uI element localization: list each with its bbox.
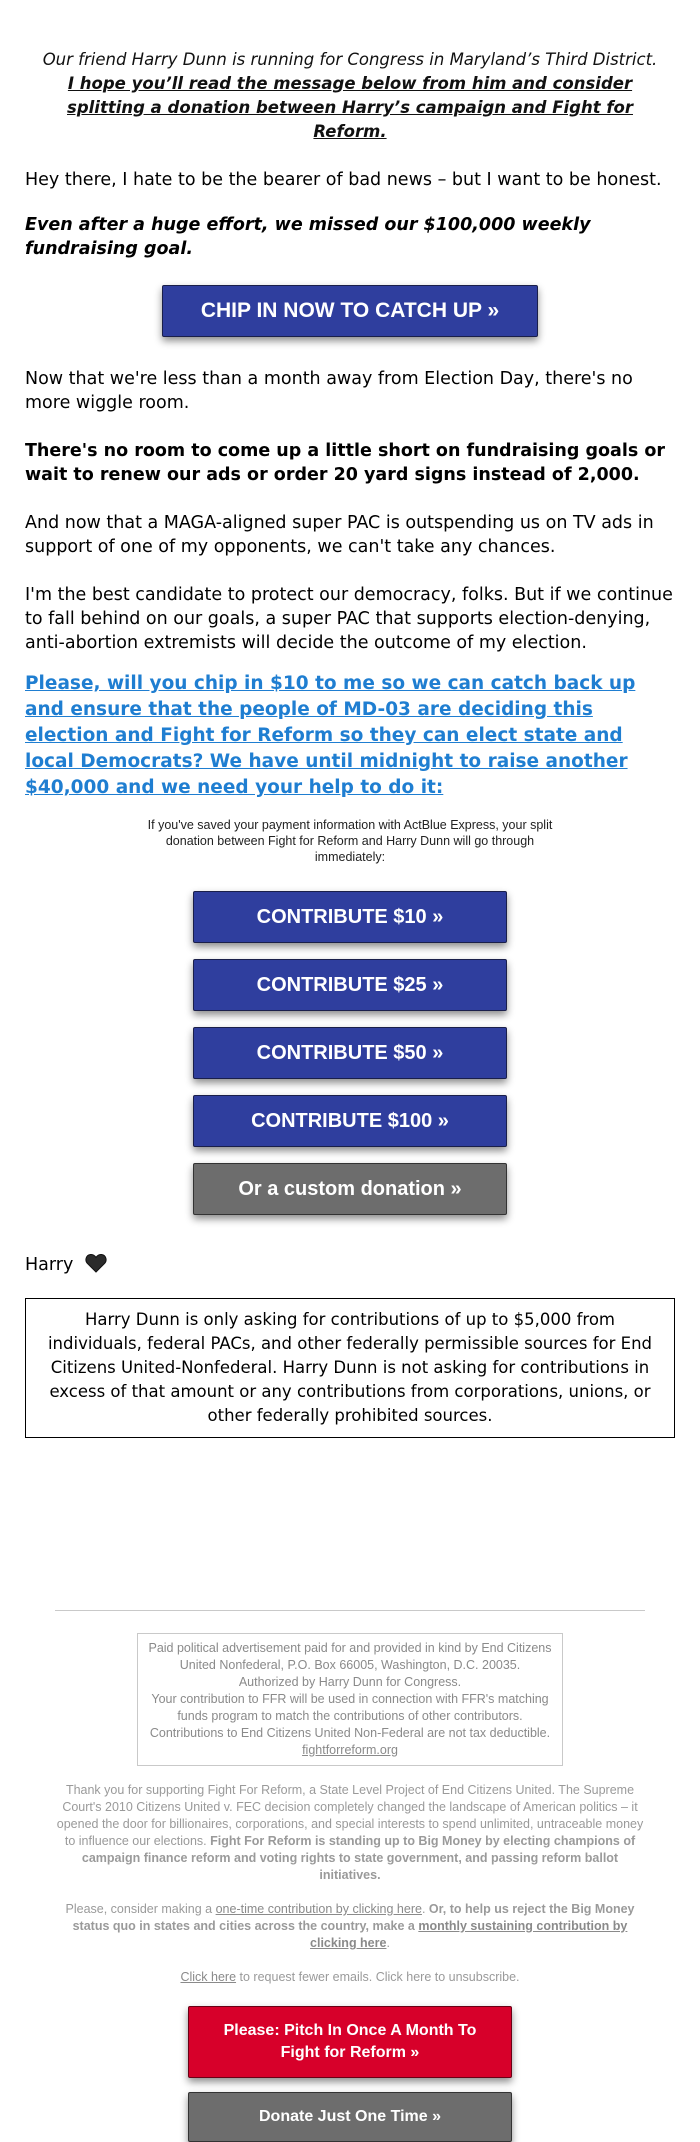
contribute-50-button[interactable]: CONTRIBUTE $50 »: [193, 1027, 507, 1079]
missed-goal-text: Even after a huge effort, we missed our $100,000 weekly fundraising goal.: [25, 215, 591, 259]
website-link[interactable]: fightforreform.org: [302, 1743, 398, 1757]
one-time-donate-button[interactable]: Donate Just One Time »: [188, 2092, 512, 2142]
mission-text: Fight For Reform is standing up to Big Money by electing champions of campaign finance reform and voting rights to state government, and passing reform ballot initiatives.: [81, 1834, 636, 1882]
consider-text: Please, consider making a: [65, 1902, 213, 1916]
tax-line: Contributions to End Citizens United Non-Federal are not tax deductible.: [149, 1726, 551, 1740]
super-pac-text: And now that a MAGA-aligned super PAC is outspending us on TV ads in support of one of my opponents, we can't take any chances.: [25, 513, 654, 557]
intro-link[interactable]: I hope you’ll read the message below from him and consider splitting a donation between Harry’s campaign and Fight for Reform.: [67, 74, 633, 141]
unsubscribe-text: to request fewer emails. Click here to unsubscribe.: [239, 1970, 520, 1984]
paid-for-box: [137, 1633, 563, 1766]
contribute-10-button[interactable]: CONTRIBUTE $10 »: [193, 891, 507, 943]
authorized-line: Authorized by Harry Dunn for Congress.: [238, 1675, 462, 1689]
contribution-disclaimer-box: Harry Dunn is only asking for contributions of up to $5,000 from individuals, federal PACs, and other federally permissible sources for End Citizens United-Nonfederal. Harry Dunn is not asking for contributions in excess of that amount or any contributions from corporations, unions, or other federally prohibited sources.: [25, 1298, 675, 1438]
email-preferences: [55, 1969, 645, 1986]
intro-lead: Our friend Harry Dunn is running for Congress in Maryland’s Third District.: [42, 50, 658, 69]
greeting-text: Hey there, I hate to be the bearer of bad news – but I want to be honest.: [25, 170, 662, 190]
contribution-options-paragraph: Please, consider making a one-time contribution by clicking here. Or, to help us reject the Big Money status quo in states and cities across the country, make a monthly sustaining contribution by clicking here.: [65, 1902, 635, 1950]
email-body: [25, 0, 675, 2142]
fewer-emails-link[interactable]: Click here: [180, 1970, 237, 1984]
donate-ask-link[interactable]: Please, will you chip in $10 to me so we can catch back up and ensure that the people of MD-03 are deciding this election and Fight for Reform so they can elect state and local Democrats? We have until midnight to raise another $40,000 and we need your help to do it:: [25, 673, 636, 798]
no-room-text: There's no room to come up a little short on fundraising goals or wait to renew our ads or order 20 yard signs instead of 2,000.: [25, 441, 666, 485]
election-day-text: Now that we're less than a month away from Election Day, there's no more wiggle room.: [25, 369, 633, 413]
signature-name: Harry: [25, 1255, 74, 1275]
contribute-25-button[interactable]: CONTRIBUTE $25 »: [193, 959, 507, 1011]
signature: [25, 1253, 675, 1280]
chip-in-button[interactable]: CHIP IN NOW TO CATCH UP »: [162, 285, 538, 337]
monthly-donate-label: Please: Pitch In Once A Month To Fight for Reform »: [223, 2022, 477, 2061]
one-time-contribution-link[interactable]: one-time contribution by clicking here: [215, 1902, 422, 1916]
thank-you-paragraph: [55, 1782, 645, 1884]
monthly-donate-button[interactable]: [188, 2006, 512, 2078]
reject-big-money-text: Or, to help us reject the Big Money status quo in states and cities across the country, make a: [72, 1902, 635, 1933]
heart-icon: [85, 1253, 107, 1280]
actblue-express-note: If you've saved your payment information with ActBlue Express, your split donation between Fight for Reform and Harry Dunn will go through immediately:: [147, 818, 553, 864]
thank-you-text: Thank you for supporting Fight For Reform, a State Level Project of End Citizens United. The Supreme Court's 2010 Citizens United v. FEC decision completely changed the landscape of American politics – it opened the door for billionaires, corporations, and special interests to spend unlimited, untraceable money to influence our elections.: [56, 1783, 644, 1848]
monthly-contribution-link[interactable]: monthly sustaining contribution by clicking here: [310, 1919, 628, 1950]
paid-for-line: Paid political advertisement paid for and provided in kind by End Citizens United Nonfederal, P.O. Box 66005, Washington, D.C. 20035.: [148, 1641, 552, 1672]
intro-paragraph: [41, 48, 659, 144]
matching-funds-line: Your contribution to FFR will be used in connection with FFR's matching funds program to match the contributions of other contributors.: [151, 1692, 549, 1723]
contribute-100-button[interactable]: CONTRIBUTE $100 »: [193, 1095, 507, 1147]
custom-donation-button[interactable]: Or a custom donation »: [193, 1163, 507, 1215]
best-candidate-text: I'm the best candidate to protect our democracy, folks. But if we continue to fall behind on our goals, a super PAC that supports election-denying, anti-abortion extremists will decide the outcome of my election.: [25, 585, 673, 653]
